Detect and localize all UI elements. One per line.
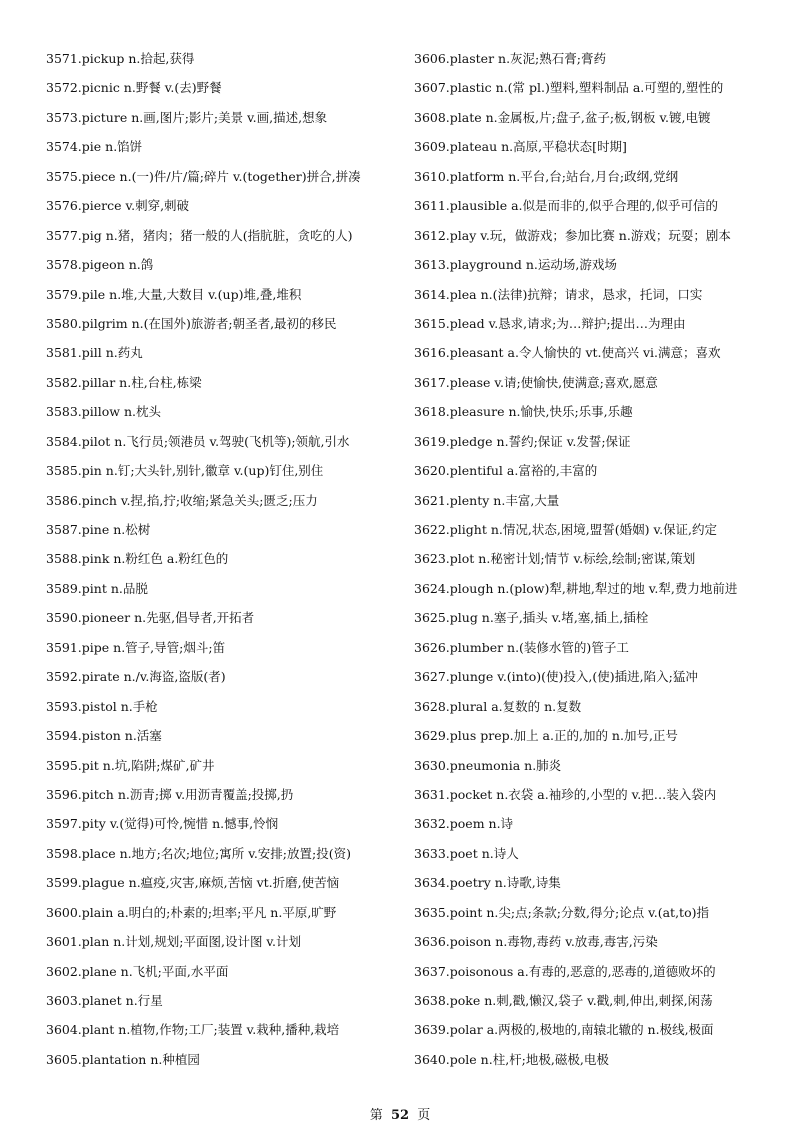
vocab-entry: 3614.plea n.(法律)抗辩；请求，恳求，托词，口实 <box>414 286 703 302</box>
vocab-entry: 3585.pin n.钉;大头针,别针,徽章 v.(up)钉住,别住 <box>46 463 324 479</box>
vocab-entry: 3622.plight n.情况,状态,困境,盟誓(婚姻) v.保证,约定 <box>414 522 718 537</box>
vocab-entry: 3617.please v.请;使愉快,使满意;喜欢,愿意 <box>414 374 658 390</box>
vocab-entry: 3576.pierce v.刺穿,刺破 <box>46 198 190 214</box>
vocab-entry: 3638.poke n.刺,戳,懒汉,袋子 v.戳,刺,伸出,刺探,闲荡 <box>414 993 713 1008</box>
vocab-entry: 3579.pile n.堆,大量,大数目 v.(up)堆,叠,堆积 <box>46 286 302 302</box>
vocab-entry: 3584.pilot n.飞行员;领港员 v.驾驶(飞机等);领航,引水 <box>46 433 350 449</box>
vocab-entry: 3590.pioneer n.先驱,倡导者,开拓者 <box>46 610 255 626</box>
vocab-entry: 3615.plead v.恳求,请求;为…辩护;提出…为理由 <box>414 315 686 331</box>
page-footer <box>0 1104 800 1123</box>
vocab-entry: 3610.platform n.平台,台;站台,月台;政纲,党纲 <box>414 168 679 184</box>
vocab-entry: 3629.plus prep.加上 a.正的,加的 n.加号,正号 <box>414 728 678 744</box>
vocab-entry: 3592.pirate n./v.海盗,盗版(者) <box>46 669 226 685</box>
vocab-entry: 3628.plural a.复数的 n.复数 <box>414 698 582 714</box>
page-suffix: 页 <box>417 1108 431 1123</box>
vocab-entry: 3578.pigeon n.鸽 <box>46 257 154 273</box>
vocab-entry: 3597.pity v.(觉得)可怜,惋惜 n.憾事,怜悯 <box>46 816 279 832</box>
vocab-entry: 3635.point n.尖;点;条款;分数,得分;论点 v.(at,to)指 <box>414 904 709 920</box>
vocab-entry: 3582.pillar n.柱,台柱,栋梁 <box>46 374 202 390</box>
vocab-entry: 3639.polar a.两极的,极地的,南辕北辙的 n.极线,极面 <box>414 1022 714 1038</box>
vocab-entry: 3586.pinch v.捏,掐,拧;收缩;紧急关头;匮乏;压力 <box>46 492 318 508</box>
vocab-entry: 3605.plantation n.种植园 <box>46 1051 200 1067</box>
vocab-entry: 3640.pole n.柱,杆;地极,磁极,电极 <box>414 1051 609 1067</box>
vocab-entry: 3601.plan n.计划,规划;平面图,设计图 v.计划 <box>46 934 301 950</box>
vocab-entry: 3619.pledge n.誓约;保证 v.发誓;保证 <box>414 433 631 449</box>
vocab-entry: 3627.plunge v.(into)(使)投入,(使)插进,陷入;猛冲 <box>414 669 698 685</box>
vocab-entry: 3632.poem n.诗 <box>414 816 514 832</box>
vocab-entry: 3595.pit n.坑,陷阱;煤矿,矿井 <box>46 757 215 773</box>
vocab-entry: 3637.poisonous a.有毒的,恶意的,恶毒的,道德败坏的 <box>414 963 716 979</box>
vocab-entry: 3618.pleasure n.愉快,快乐;乐事,乐趣 <box>414 404 633 420</box>
vocab-entry: 3631.pocket n.衣袋 a.袖珍的,小型的 v.把…装入袋内 <box>414 786 717 802</box>
vocab-entry: 3583.pillow n.枕头 <box>46 404 162 420</box>
vocab-entry: 3620.plentiful a.富裕的,丰富的 <box>414 463 598 479</box>
vocab-entry: 3573.picture n.画,图片;影片;美景 v.画,描述,想象 <box>46 109 328 125</box>
vocab-entry: 3577.pig n.猪，猪肉；猪一般的人(指肮脏，贪吃的人) <box>46 227 353 243</box>
vocab-entry: 3621.plenty n.丰富,大量 <box>414 492 560 508</box>
vocab-entry: 3600.plain a.明白的;朴素的;坦率;平凡 n.平原,旷野 <box>46 904 337 920</box>
vocab-entry: 3593.pistol n.手枪 <box>46 698 158 714</box>
page-number: 52 <box>390 1108 410 1123</box>
vocab-entry: 3602.plane n.飞机;平面,水平面 <box>46 963 229 979</box>
vocab-entry: 3571.pickup n.拾起,获得 <box>46 51 195 66</box>
right-column <box>414 44 794 1074</box>
vocab-entry: 3596.pitch n.沥青;掷 v.用沥青覆盖;投掷,扔 <box>46 786 294 802</box>
vocab-entry: 3588.pink n.粉红色 a.粉红色的 <box>46 551 229 567</box>
vocab-entry: 3606.plaster n.灰泥;熟石膏;膏药 <box>414 51 606 66</box>
vocab-entry: 3624.plough n.(plow)犁,耕地,犁过的地 v.犁,费力地前进 <box>414 580 738 596</box>
vocab-entry: 3575.piece n.(一)件/片/篇;碎片 v.(together)拼合,拼凑 <box>46 168 361 184</box>
vocab-entry: 3594.piston n.活塞 <box>46 728 162 744</box>
vocab-entry: 3604.plant n.植物,作物;工厂;装置 v.栽种,播种,栽培 <box>46 1022 340 1038</box>
vocab-entry: 3634.poetry n.诗歌,诗集 <box>414 875 561 891</box>
vocab-entry: 3603.planet n.行星 <box>46 993 163 1008</box>
page-prefix: 第 <box>369 1108 383 1123</box>
vocab-entry: 3589.pint n.品脱 <box>46 580 148 596</box>
vocab-entry: 3581.pill n.药丸 <box>46 345 143 361</box>
vocab-entry: 3609.plateau n.高原,平稳状态[时期] <box>414 139 627 155</box>
left-column <box>46 44 406 1074</box>
vocab-entry: 3633.poet n.诗人 <box>414 845 519 861</box>
vocab-entry: 3630.pneumonia n.肺炎 <box>414 757 562 773</box>
vocab-entry: 3611.plausible a.似是而非的,似乎合理的,似乎可信的 <box>414 198 718 214</box>
vocab-entry: 3616.pleasant a.令人愉快的 vt.使高兴 vi.满意；喜欢 <box>414 345 721 361</box>
vocab-entry: 3587.pine n.松树 <box>46 522 151 537</box>
vocab-entry: 3608.plate n.金属板,片;盘子,盆子;板,钢板 v.镀,电镀 <box>414 109 711 125</box>
vocab-entry: 3636.poison n.毒物,毒药 v.放毒,毒害,污染 <box>414 934 658 950</box>
vocab-entry: 3572.picnic n.野餐 v.(去)野餐 <box>46 80 222 96</box>
vocab-entry: 3574.pie n.馅饼 <box>46 139 143 155</box>
vocab-entry: 3591.pipe n.管子,导管;烟斗;笛 <box>46 639 226 655</box>
vocab-entry: 3598.place n.地方;名次;地位;寓所 v.安排;放置;投(资) <box>46 845 351 861</box>
vocab-entry: 3580.pilgrim n.(在国外)旅游者;朝圣者,最初的移民 <box>46 315 337 331</box>
vocab-entry: 3623.plot n.秘密计划;情节 v.标绘,绘制;密谋,策划 <box>414 551 696 567</box>
vocab-entry: 3599.plague n.瘟疫,灾害,麻烦,苦恼 vt.折磨,使苦恼 <box>46 875 340 891</box>
vocab-entry: 3607.plastic n.(常 pl.)塑料,塑料制品 a.可塑的,塑性的 <box>414 80 724 96</box>
vocab-entry: 3625.plug n.塞子,插头 v.堵,塞,插上,插栓 <box>414 610 649 626</box>
vocab-entry: 3613.playground n.运动场,游戏场 <box>414 257 617 273</box>
vocab-entry: 3626.plumber n.(装修水管的)管子工 <box>414 639 629 655</box>
vocab-entry: 3612.play v.玩，做游戏；参加比赛 n.游戏；玩耍；剧本 <box>414 227 731 243</box>
